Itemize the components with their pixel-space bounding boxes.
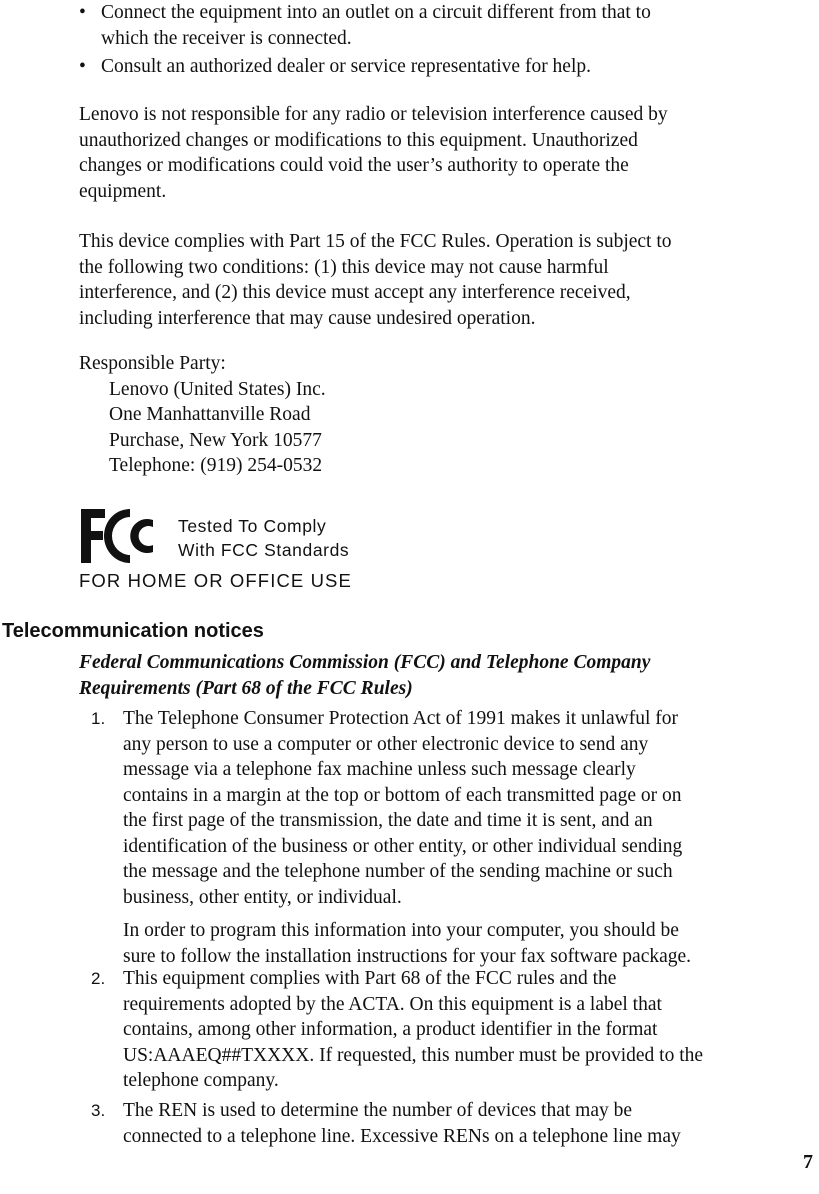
item-text [123, 1098, 813, 1149]
text-line: US:AAAEQ##TXXXX. If requested, this number must be provided to the [123, 1044, 704, 1066]
text-line: message via a telephone fax machine unless such message clearly [123, 759, 636, 780]
fcc-tested-line: Tested To Comply [178, 516, 327, 536]
bullet-marker: • [79, 2, 86, 23]
paragraph-lenovo-interference [79, 102, 804, 204]
text-line: This device complies with Part 15 of the FCC Rules. Operation is subject to [79, 231, 672, 252]
item-number: 1. [91, 709, 106, 728]
address-line: Telephone: (919) 254-0532 [109, 455, 323, 476]
text-line: business, other entity, or individual. [123, 886, 402, 908]
text-line: the first page of the transmission, the date and time it is sent, and an [123, 810, 653, 831]
bullet-text [101, 0, 801, 51]
bullet-marker: • [79, 56, 86, 77]
address-line: Lenovo (United States) Inc. [109, 378, 326, 400]
section-subheading [79, 650, 799, 701]
bullet-text [101, 54, 801, 80]
fcc-tested-text [178, 514, 349, 562]
text-line: the message and the telephone number of the sending machine or such [123, 861, 673, 882]
text-line: Lenovo is not responsible for any radio or television interference caused by [79, 104, 668, 125]
text-line: equipment. [79, 180, 167, 202]
text-line: The Telephone Consumer Protection Act of 1991 makes it unlawful for [123, 708, 678, 729]
paragraph-part15 [79, 229, 804, 331]
text-line: connected to a telephone line. Excessive RENs on a telephone line may [123, 1125, 681, 1147]
address-line: One Manhattanville Road [109, 404, 311, 425]
item-text [123, 966, 813, 1094]
text-line: In order to program this information into your computer, you should be [123, 920, 679, 941]
text-line: Connect the equipment into an outlet on a circuit different from that to [101, 2, 651, 23]
text-line: Requirements (Part 68 of the FCC Rules) [79, 677, 413, 699]
text-line: interference, and (2) this device must accept any interference received, [79, 282, 631, 303]
item-number: 3. [91, 1101, 106, 1120]
text-line: which the receiver is connected. [101, 27, 352, 49]
responsible-party-label: Responsible Party: [79, 353, 226, 374]
text-line: any person to use a computer or other electronic device to send any [123, 733, 649, 755]
text-line: including interference that may cause undesired operation. [79, 307, 536, 329]
text-line: This equipment complies with Part 68 of the FCC rules and the [123, 968, 617, 989]
text-line: changes or modifications could void the user’s authority to operate the [79, 155, 629, 176]
text-line: telephone company. [123, 1070, 279, 1091]
fcc-logo-icon [79, 509, 155, 563]
text-line: unauthorized changes or modifications to this equipment. Unauthorized [79, 129, 638, 151]
item-text [123, 706, 813, 969]
section-heading: Telecommunication notices [2, 620, 264, 642]
text-line: identification of the business or other entity, or other individual sending [123, 835, 683, 857]
address-line: Purchase, New York 10577 [109, 429, 322, 451]
fcc-home-office-use: FOR HOME OR OFFICE USE [79, 570, 352, 591]
text-line: sure to follow the installation instructions for your fax software package. [123, 945, 692, 967]
fcc-tested-line: With FCC Standards [178, 540, 350, 560]
text-line: contains in a margin at the top or bottom of each transmitted page or on [123, 784, 682, 806]
text-line: the following two conditions: (1) this device may not cause harmful [79, 256, 609, 278]
text-line: Consult an authorized dealer or service representative for help. [101, 56, 592, 77]
page-number: 7 [803, 1151, 813, 1173]
text-line: The REN is used to determine the number of devices that may be [123, 1100, 633, 1121]
item-number: 2. [91, 969, 106, 988]
text-line: requirements adopted by the ACTA. On this equipment is a label that [123, 993, 662, 1015]
responsible-party-address [79, 377, 804, 479]
responsible-party-block [79, 351, 804, 479]
text-line: contains, among other information, a product identifier in the format [123, 1019, 658, 1040]
text-line: Federal Communications Commission (FCC) and Telephone Company [79, 652, 651, 673]
